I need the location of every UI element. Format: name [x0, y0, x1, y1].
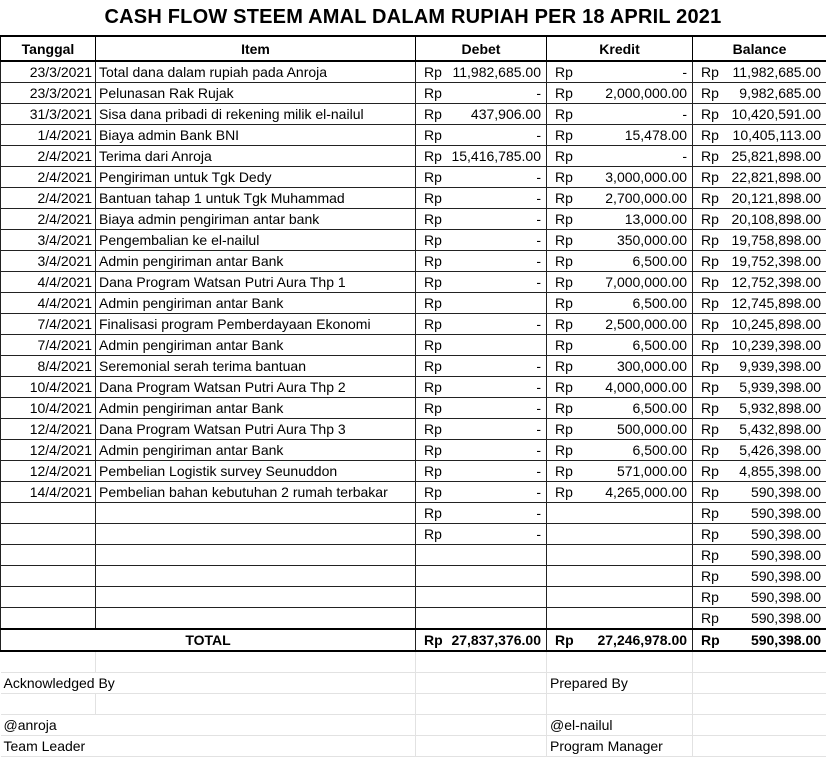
cell-kredit-currency: Rp [547, 272, 575, 293]
cell-item[interactable]: Bantuan tahap 1 untuk Tgk Muhammad [96, 188, 416, 209]
cell-debet[interactable]: 437,906.00 [444, 104, 547, 125]
cell-kredit[interactable]: 500,000.00 [575, 419, 693, 440]
cell-balance[interactable]: 10,239,398.00 [721, 335, 826, 356]
table-row [1, 314, 826, 335]
cell-debet-currency: Rp [416, 61, 444, 83]
cell-debet-currency: Rp [416, 419, 444, 440]
cell-item[interactable]: Admin pengiriman antar Bank [96, 398, 416, 419]
cell-kredit[interactable]: 4,000,000.00 [575, 377, 693, 398]
table-body [1, 61, 826, 629]
cell-item[interactable]: Dana Program Watsan Putri Aura Thp 3 [96, 419, 416, 440]
cell-balance[interactable]: 12,745,898.00 [721, 293, 826, 314]
cell-kredit-currency: Rp [547, 251, 575, 272]
cell-kredit-currency: Rp [547, 104, 575, 125]
cell-balance[interactable]: 11,982,685.00 [721, 61, 826, 83]
cell-kredit[interactable]: 2,500,000.00 [575, 314, 693, 335]
cell-debet[interactable]: - [444, 167, 547, 188]
cell-debet-currency [416, 608, 444, 630]
header-balance[interactable]: Balance [693, 36, 826, 61]
cell-balance-currency: Rp [693, 61, 721, 83]
cell-kredit-currency: Rp [547, 125, 575, 146]
cell-balance-currency: Rp [693, 335, 721, 356]
table-row [1, 209, 826, 230]
cell-item[interactable]: Dana Program Watsan Putri Aura Thp 1 [96, 272, 416, 293]
cell-debet-currency: Rp [416, 293, 444, 314]
cell-balance[interactable]: 590,398.00 [721, 545, 826, 566]
cell-kredit[interactable]: 2,000,000.00 [575, 83, 693, 104]
cell-debet-currency: Rp [416, 146, 444, 167]
cell-kredit-currency: Rp [547, 188, 575, 209]
cell-debet[interactable] [444, 335, 547, 356]
cell-debet[interactable]: 11,982,685.00 [444, 61, 547, 83]
cell-debet[interactable]: - [444, 524, 547, 545]
cell-item[interactable]: Seremonial serah terima bantuan [96, 356, 416, 377]
cell-kredit-currency [547, 545, 575, 566]
table-row [1, 440, 826, 461]
cell-balance-currency: Rp [693, 440, 721, 461]
cell-kredit-currency: Rp [547, 356, 575, 377]
cell-date[interactable]: 23/3/2021 [1, 61, 96, 83]
cell-debet[interactable]: - [444, 125, 547, 146]
cell-kredit[interactable]: 300,000.00 [575, 356, 693, 377]
cell-debet-currency: Rp [416, 209, 444, 230]
cell-balance-currency: Rp [693, 503, 721, 524]
prepared-label[interactable]: Prepared By [547, 672, 693, 693]
cell-balance-currency: Rp [693, 608, 721, 630]
total-debet-currency: Rp [416, 629, 444, 651]
cell-kredit-currency: Rp [547, 146, 575, 167]
cell-kredit-currency: Rp [547, 335, 575, 356]
cell-kredit[interactable]: 6,500.00 [575, 293, 693, 314]
cell-item[interactable] [96, 545, 416, 566]
cell-debet[interactable]: - [444, 230, 547, 251]
cell-balance-currency: Rp [693, 167, 721, 188]
cell-balance-currency: Rp [693, 272, 721, 293]
cell-item[interactable]: Dana Program Watsan Putri Aura Thp 2 [96, 377, 416, 398]
cell-kredit-currency: Rp [547, 440, 575, 461]
header-row [1, 36, 826, 61]
cell-balance[interactable]: 590,398.00 [721, 524, 826, 545]
cell-balance[interactable]: 5,932,898.00 [721, 398, 826, 419]
cell-kredit-currency: Rp [547, 398, 575, 419]
cell-item[interactable]: Biaya admin pengiriman antar bank [96, 209, 416, 230]
cell-balance[interactable]: 5,426,398.00 [721, 440, 826, 461]
cell-debet[interactable]: - [444, 314, 547, 335]
cell-date[interactable] [1, 587, 96, 608]
cell-debet[interactable]: - [444, 209, 547, 230]
cell-debet-currency [416, 587, 444, 608]
cell-date[interactable]: 10/4/2021 [1, 377, 96, 398]
cell-balance-currency: Rp [693, 188, 721, 209]
cell-date[interactable]: 3/4/2021 [1, 251, 96, 272]
cell-kredit[interactable]: 7,000,000.00 [575, 272, 693, 293]
total-kredit-currency: Rp [547, 629, 575, 651]
cell-item[interactable]: Pengembalian ke el-nailul [96, 230, 416, 251]
cell-debet-currency: Rp [416, 272, 444, 293]
cell-debet-currency: Rp [416, 503, 444, 524]
cell-balance-currency: Rp [693, 524, 721, 545]
cell-date[interactable]: 2/4/2021 [1, 188, 96, 209]
cell-kredit-currency: Rp [547, 61, 575, 83]
table-row [1, 482, 826, 503]
acknowledged-label[interactable]: Acknowledged By [1, 672, 416, 693]
cell-debet[interactable]: - [444, 188, 547, 209]
total-row [1, 629, 826, 651]
table-row [1, 125, 826, 146]
cell-kredit-currency [547, 608, 575, 630]
table-row [1, 461, 826, 482]
cell-kredit[interactable]: - [575, 146, 693, 167]
cell-date[interactable]: 7/4/2021 [1, 314, 96, 335]
cell-item[interactable] [96, 608, 416, 630]
cell-kredit[interactable]: 2,700,000.00 [575, 188, 693, 209]
cell-kredit[interactable]: - [575, 104, 693, 125]
cell-debet[interactable]: - [444, 272, 547, 293]
total-debet[interactable]: 27,837,376.00 [444, 629, 547, 651]
cell-balance[interactable]: 10,405,113.00 [721, 125, 826, 146]
table-row [1, 251, 826, 272]
cell-kredit-currency [547, 524, 575, 545]
cell-kredit[interactable]: 350,000.00 [575, 230, 693, 251]
cell-debet-currency: Rp [416, 524, 444, 545]
cell-balance[interactable]: 4,855,398.00 [721, 461, 826, 482]
cell-balance[interactable]: 25,821,898.00 [721, 146, 826, 167]
cell-balance[interactable]: 590,398.00 [721, 608, 826, 630]
signature-block [1, 651, 826, 756]
cell-debet-currency [416, 545, 444, 566]
cell-kredit[interactable]: 3,000,000.00 [575, 167, 693, 188]
cell-item[interactable]: Terima dari Anroja [96, 146, 416, 167]
cell-debet[interactable] [444, 566, 547, 587]
cell-item[interactable] [96, 524, 416, 545]
cell-balance[interactable]: 5,432,898.00 [721, 419, 826, 440]
cell-kredit[interactable]: 6,500.00 [575, 398, 693, 419]
cell-item[interactable]: Biaya admin Bank BNI [96, 125, 416, 146]
cell-date[interactable] [1, 608, 96, 630]
table-row [1, 61, 826, 83]
total-label[interactable]: TOTAL [1, 629, 416, 651]
cell-balance[interactable]: 20,108,898.00 [721, 209, 826, 230]
cell-kredit-currency: Rp [547, 230, 575, 251]
cell-debet-currency: Rp [416, 230, 444, 251]
cell-date[interactable] [1, 503, 96, 524]
cell-date[interactable] [1, 545, 96, 566]
cell-kredit[interactable] [575, 524, 693, 545]
cell-kredit[interactable]: - [575, 61, 693, 83]
cell-balance[interactable]: 5,939,398.00 [721, 377, 826, 398]
table-row [1, 566, 826, 587]
cell-balance[interactable]: 590,398.00 [721, 566, 826, 587]
cell-balance-currency: Rp [693, 377, 721, 398]
cell-item[interactable] [96, 566, 416, 587]
total-kredit[interactable]: 27,246,978.00 [575, 629, 693, 651]
cell-kredit[interactable] [575, 503, 693, 524]
cell-debet-currency: Rp [416, 314, 444, 335]
cell-kredit-currency: Rp [547, 482, 575, 503]
cell-balance-currency: Rp [693, 419, 721, 440]
cell-item[interactable] [96, 503, 416, 524]
cell-item[interactable]: Pembelian Logistik survey Seunuddon [96, 461, 416, 482]
cell-item[interactable]: Pengiriman untuk Tgk Dedy [96, 167, 416, 188]
cell-date[interactable] [1, 524, 96, 545]
cell-debet[interactable]: - [444, 398, 547, 419]
cell-kredit[interactable]: 571,000.00 [575, 461, 693, 482]
cell-kredit-currency: Rp [547, 293, 575, 314]
cell-kredit[interactable] [575, 566, 693, 587]
cell-balance[interactable]: 590,398.00 [721, 503, 826, 524]
header-kredit[interactable]: Kredit [547, 36, 693, 61]
table-row [1, 503, 826, 524]
cell-date[interactable] [1, 566, 96, 587]
cell-kredit-currency: Rp [547, 83, 575, 104]
cell-balance[interactable]: 10,245,898.00 [721, 314, 826, 335]
cell-kredit[interactable]: 6,500.00 [575, 440, 693, 461]
cell-item[interactable]: Total dana dalam rupiah pada Anroja [96, 61, 416, 83]
prepared-handle[interactable]: @el-nailul [547, 714, 693, 735]
cell-date[interactable]: 14/4/2021 [1, 482, 96, 503]
cell-debet-currency: Rp [416, 251, 444, 272]
cell-debet[interactable]: - [444, 356, 547, 377]
cell-item[interactable]: Pembelian bahan kebutuhan 2 rumah terbakar [96, 482, 416, 503]
table-row [1, 419, 826, 440]
cell-date[interactable]: 31/3/2021 [1, 104, 96, 125]
table-row [1, 398, 826, 419]
cell-item[interactable] [96, 587, 416, 608]
table-row [1, 188, 826, 209]
table-row [1, 230, 826, 251]
cell-balance-currency: Rp [693, 398, 721, 419]
cash-flow-table [0, 35, 826, 757]
cell-debet[interactable]: - [444, 503, 547, 524]
cell-balance[interactable]: 19,752,398.00 [721, 251, 826, 272]
cell-kredit-currency: Rp [547, 377, 575, 398]
cell-date[interactable]: 12/4/2021 [1, 461, 96, 482]
table-row [1, 167, 826, 188]
header-debet[interactable]: Debet [416, 36, 547, 61]
cell-item[interactable]: Admin pengiriman antar Bank [96, 335, 416, 356]
cell-balance-currency: Rp [693, 314, 721, 335]
cell-balance-currency: Rp [693, 356, 721, 377]
cell-debet-currency [416, 566, 444, 587]
cell-balance-currency: Rp [693, 146, 721, 167]
sheet-title: CASH FLOW STEEM AMAL DALAM RUPIAH PER 18 APRIL 2021 [0, 0, 826, 35]
cell-date[interactable]: 12/4/2021 [1, 419, 96, 440]
cell-debet[interactable]: - [444, 251, 547, 272]
cell-debet-currency: Rp [416, 377, 444, 398]
cell-debet-currency: Rp [416, 335, 444, 356]
cell-debet[interactable]: - [444, 419, 547, 440]
cell-balance[interactable]: 19,758,898.00 [721, 230, 826, 251]
cell-balance[interactable]: 20,121,898.00 [721, 188, 826, 209]
cell-date[interactable]: 4/4/2021 [1, 293, 96, 314]
cell-kredit-currency: Rp [547, 209, 575, 230]
cell-debet[interactable]: - [444, 482, 547, 503]
cell-kredit-currency [547, 566, 575, 587]
cell-kredit[interactable] [575, 545, 693, 566]
cell-item[interactable]: Admin pengiriman antar Bank [96, 293, 416, 314]
cell-balance-currency: Rp [693, 209, 721, 230]
cell-debet-currency: Rp [416, 482, 444, 503]
cell-debet-currency: Rp [416, 83, 444, 104]
cell-debet[interactable]: - [444, 377, 547, 398]
header-tanggal[interactable]: Tanggal [1, 36, 96, 61]
cell-kredit[interactable] [575, 608, 693, 630]
cell-balance[interactable]: 12,752,398.00 [721, 272, 826, 293]
header-item[interactable]: Item [96, 36, 416, 61]
cell-debet-currency: Rp [416, 125, 444, 146]
cell-balance-currency: Rp [693, 251, 721, 272]
table-row [1, 146, 826, 167]
total-balance-currency: Rp [693, 629, 721, 651]
cell-debet-currency: Rp [416, 398, 444, 419]
cell-date[interactable]: 10/4/2021 [1, 398, 96, 419]
cell-debet[interactable]: - [444, 83, 547, 104]
table-row [1, 587, 826, 608]
cell-date[interactable]: 3/4/2021 [1, 230, 96, 251]
cell-kredit[interactable]: 13,000.00 [575, 209, 693, 230]
acknowledged-handle[interactable]: @anroja [1, 714, 416, 735]
cell-date[interactable]: 8/4/2021 [1, 356, 96, 377]
cell-date[interactable]: 23/3/2021 [1, 83, 96, 104]
cell-kredit-currency [547, 587, 575, 608]
cell-date[interactable]: 2/4/2021 [1, 209, 96, 230]
cell-balance-currency: Rp [693, 566, 721, 587]
cell-balance[interactable]: 9,939,398.00 [721, 356, 826, 377]
cell-balance-currency: Rp [693, 104, 721, 125]
cell-item[interactable]: Admin pengiriman antar Bank [96, 440, 416, 461]
cell-item[interactable]: Sisa dana pribadi di rekening milik el-nailul [96, 104, 416, 125]
cell-debet[interactable] [444, 587, 547, 608]
cell-balance[interactable]: 590,398.00 [721, 482, 826, 503]
cell-kredit[interactable]: 6,500.00 [575, 335, 693, 356]
table-row [1, 545, 826, 566]
cell-balance-currency: Rp [693, 293, 721, 314]
cell-balance-currency: Rp [693, 461, 721, 482]
table-row [1, 293, 826, 314]
cell-balance-currency: Rp [693, 545, 721, 566]
cell-balance[interactable]: 9,982,685.00 [721, 83, 826, 104]
cell-kredit[interactable]: 15,478.00 [575, 125, 693, 146]
cell-kredit-currency: Rp [547, 461, 575, 482]
cell-balance-currency: Rp [693, 482, 721, 503]
table-row [1, 335, 826, 356]
cell-balance-currency: Rp [693, 83, 721, 104]
table-row [1, 83, 826, 104]
table-row [1, 608, 826, 630]
cell-debet-currency: Rp [416, 188, 444, 209]
cell-debet[interactable]: 15,416,785.00 [444, 146, 547, 167]
cell-debet[interactable] [444, 293, 547, 314]
total-balance[interactable]: 590,398.00 [721, 629, 826, 651]
cell-debet-currency: Rp [416, 167, 444, 188]
cell-date[interactable]: 12/4/2021 [1, 440, 96, 461]
acknowledged-role[interactable]: Team Leader [1, 735, 416, 756]
cell-kredit[interactable]: 6,500.00 [575, 251, 693, 272]
cell-kredit-currency: Rp [547, 314, 575, 335]
table-row [1, 356, 826, 377]
cell-item[interactable]: Finalisasi program Pemberdayaan Ekonomi [96, 314, 416, 335]
table-row [1, 377, 826, 398]
cell-date[interactable]: 2/4/2021 [1, 167, 96, 188]
cell-kredit-currency: Rp [547, 419, 575, 440]
cell-item[interactable]: Admin pengiriman antar Bank [96, 251, 416, 272]
cell-date[interactable]: 2/4/2021 [1, 146, 96, 167]
cell-kredit-currency [547, 503, 575, 524]
cell-balance-currency: Rp [693, 125, 721, 146]
cell-date[interactable]: 4/4/2021 [1, 272, 96, 293]
table-row [1, 524, 826, 545]
cell-balance[interactable]: 22,821,898.00 [721, 167, 826, 188]
cell-kredit-currency: Rp [547, 167, 575, 188]
cell-debet[interactable]: - [444, 461, 547, 482]
cell-balance-currency: Rp [693, 230, 721, 251]
cell-kredit[interactable] [575, 587, 693, 608]
cell-balance[interactable]: 10,420,591.00 [721, 104, 826, 125]
cell-item[interactable]: Pelunasan Rak Rujak [96, 83, 416, 104]
prepared-role[interactable]: Program Manager [547, 735, 693, 756]
cell-debet-currency: Rp [416, 104, 444, 125]
table-row [1, 104, 826, 125]
cell-debet[interactable] [444, 608, 547, 630]
cell-date[interactable]: 7/4/2021 [1, 335, 96, 356]
cell-debet-currency: Rp [416, 440, 444, 461]
cell-date[interactable]: 1/4/2021 [1, 125, 96, 146]
cell-debet[interactable] [444, 545, 547, 566]
cell-kredit[interactable]: 4,265,000.00 [575, 482, 693, 503]
cell-debet[interactable]: - [444, 440, 547, 461]
cell-balance-currency: Rp [693, 587, 721, 608]
cell-debet-currency: Rp [416, 356, 444, 377]
table-row [1, 272, 826, 293]
cell-debet-currency: Rp [416, 461, 444, 482]
cell-balance[interactable]: 590,398.00 [721, 587, 826, 608]
